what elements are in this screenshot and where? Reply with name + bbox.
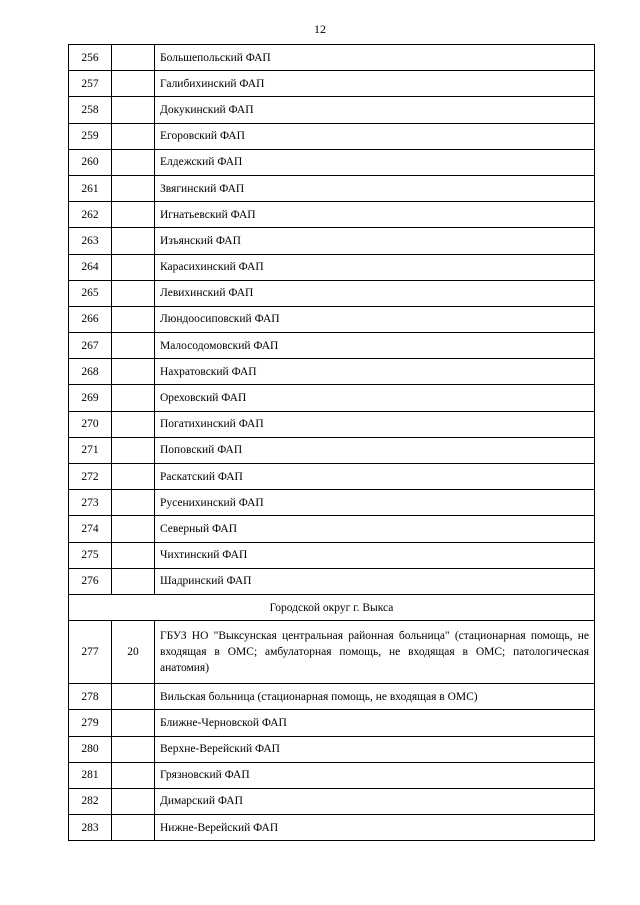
row-name: Изъянский ФАП xyxy=(155,228,595,254)
registry-table xyxy=(68,44,595,841)
table-row xyxy=(69,411,595,437)
row-code xyxy=(112,788,155,814)
table-row xyxy=(69,359,595,385)
row-number: 265 xyxy=(69,280,112,306)
row-number: 272 xyxy=(69,464,112,490)
row-name: Ближне-Черновской ФАП xyxy=(155,710,595,736)
table-row xyxy=(69,280,595,306)
row-number: 281 xyxy=(69,762,112,788)
row-number: 278 xyxy=(69,684,112,710)
row-code xyxy=(112,710,155,736)
row-number: 280 xyxy=(69,736,112,762)
row-name: Северный ФАП xyxy=(155,516,595,542)
row-name: ГБУЗ НО "Выксунская центральная районная больница" (стационарная помощь, не входящая в ОМС; амбулаторная помощь, не входящая в ОМС; патологическая анатомия) xyxy=(155,621,595,684)
table-row xyxy=(69,788,595,814)
row-name: Нахратовский ФАП xyxy=(155,359,595,385)
row-code xyxy=(112,228,155,254)
table-row xyxy=(69,123,595,149)
table-row xyxy=(69,97,595,123)
row-name: Верхне-Верейский ФАП xyxy=(155,736,595,762)
row-name: Игнатьевский ФАП xyxy=(155,202,595,228)
row-number: 261 xyxy=(69,175,112,201)
row-code xyxy=(112,684,155,710)
table-row xyxy=(69,306,595,332)
row-name: Левихинский ФАП xyxy=(155,280,595,306)
row-name: Звягинский ФАП xyxy=(155,175,595,201)
table-row xyxy=(69,490,595,516)
row-name: Грязновский ФАП xyxy=(155,762,595,788)
table-row xyxy=(69,45,595,71)
table-row xyxy=(69,815,595,841)
row-code xyxy=(112,385,155,411)
row-name: Люндоосиповский ФАП xyxy=(155,306,595,332)
row-number: 264 xyxy=(69,254,112,280)
row-name: Докукинский ФАП xyxy=(155,97,595,123)
row-name: Ореховский ФАП xyxy=(155,385,595,411)
row-code xyxy=(112,542,155,568)
table-row xyxy=(69,684,595,710)
row-code xyxy=(112,411,155,437)
row-name: Большепольский ФАП xyxy=(155,45,595,71)
row-number: 276 xyxy=(69,568,112,594)
row-code xyxy=(112,815,155,841)
row-name: Нижне-Верейский ФАП xyxy=(155,815,595,841)
table-row xyxy=(69,202,595,228)
row-name: Галибихинский ФАП xyxy=(155,71,595,97)
table-row xyxy=(69,516,595,542)
table-row xyxy=(69,542,595,568)
section-header-row xyxy=(69,594,595,620)
table-row xyxy=(69,736,595,762)
row-name: Димарский ФАП xyxy=(155,788,595,814)
row-code xyxy=(112,71,155,97)
table-row xyxy=(69,254,595,280)
row-name: Шадринский ФАП xyxy=(155,568,595,594)
table-row xyxy=(69,385,595,411)
row-number: 256 xyxy=(69,45,112,71)
row-code xyxy=(112,45,155,71)
row-name: Елдежский ФАП xyxy=(155,149,595,175)
row-code xyxy=(112,736,155,762)
row-name: Чихтинский ФАП xyxy=(155,542,595,568)
row-code xyxy=(112,490,155,516)
row-code xyxy=(112,464,155,490)
row-name: Вильская больница (стационарная помощь, не входящая в ОМС) xyxy=(155,684,595,710)
row-code xyxy=(112,306,155,332)
table-row xyxy=(69,437,595,463)
row-name: Карасихинский ФАП xyxy=(155,254,595,280)
row-code xyxy=(112,762,155,788)
table-row xyxy=(69,762,595,788)
row-number: 257 xyxy=(69,71,112,97)
row-number: 275 xyxy=(69,542,112,568)
row-code xyxy=(112,175,155,201)
row-name: Поповский ФАП xyxy=(155,437,595,463)
row-number: 270 xyxy=(69,411,112,437)
table-row xyxy=(69,333,595,359)
row-code xyxy=(112,97,155,123)
table-row xyxy=(69,464,595,490)
row-number: 260 xyxy=(69,149,112,175)
row-number: 262 xyxy=(69,202,112,228)
row-number: 273 xyxy=(69,490,112,516)
table-row xyxy=(69,710,595,736)
row-code xyxy=(112,333,155,359)
row-number: 269 xyxy=(69,385,112,411)
row-code xyxy=(112,254,155,280)
table-row xyxy=(69,621,595,684)
row-number: 263 xyxy=(69,228,112,254)
table-row xyxy=(69,175,595,201)
row-code xyxy=(112,568,155,594)
table-row xyxy=(69,149,595,175)
table-row xyxy=(69,568,595,594)
row-code xyxy=(112,359,155,385)
row-code xyxy=(112,202,155,228)
row-code xyxy=(112,123,155,149)
row-number: 271 xyxy=(69,437,112,463)
row-number: 259 xyxy=(69,123,112,149)
row-number: 258 xyxy=(69,97,112,123)
row-number: 283 xyxy=(69,815,112,841)
row-number: 277 xyxy=(69,621,112,684)
row-number: 266 xyxy=(69,306,112,332)
row-name: Погатихинский ФАП xyxy=(155,411,595,437)
table-body-a xyxy=(69,45,595,595)
row-code: 20 xyxy=(112,621,155,684)
row-number: 279 xyxy=(69,710,112,736)
row-number: 268 xyxy=(69,359,112,385)
row-number: 274 xyxy=(69,516,112,542)
section-header-body xyxy=(69,594,595,620)
page-number: 12 xyxy=(314,22,326,36)
row-name: Раскатский ФАП xyxy=(155,464,595,490)
row-code xyxy=(112,280,155,306)
row-number: 267 xyxy=(69,333,112,359)
row-name: Егоровский ФАП xyxy=(155,123,595,149)
table-row xyxy=(69,228,595,254)
row-number: 282 xyxy=(69,788,112,814)
row-code xyxy=(112,149,155,175)
table-row xyxy=(69,71,595,97)
section-title: Городской округ г. Выкса xyxy=(69,594,595,620)
table-body-b xyxy=(69,621,595,841)
row-code xyxy=(112,516,155,542)
row-name: Малосодомовский ФАП xyxy=(155,333,595,359)
row-name: Русенихинский ФАП xyxy=(155,490,595,516)
row-code xyxy=(112,437,155,463)
